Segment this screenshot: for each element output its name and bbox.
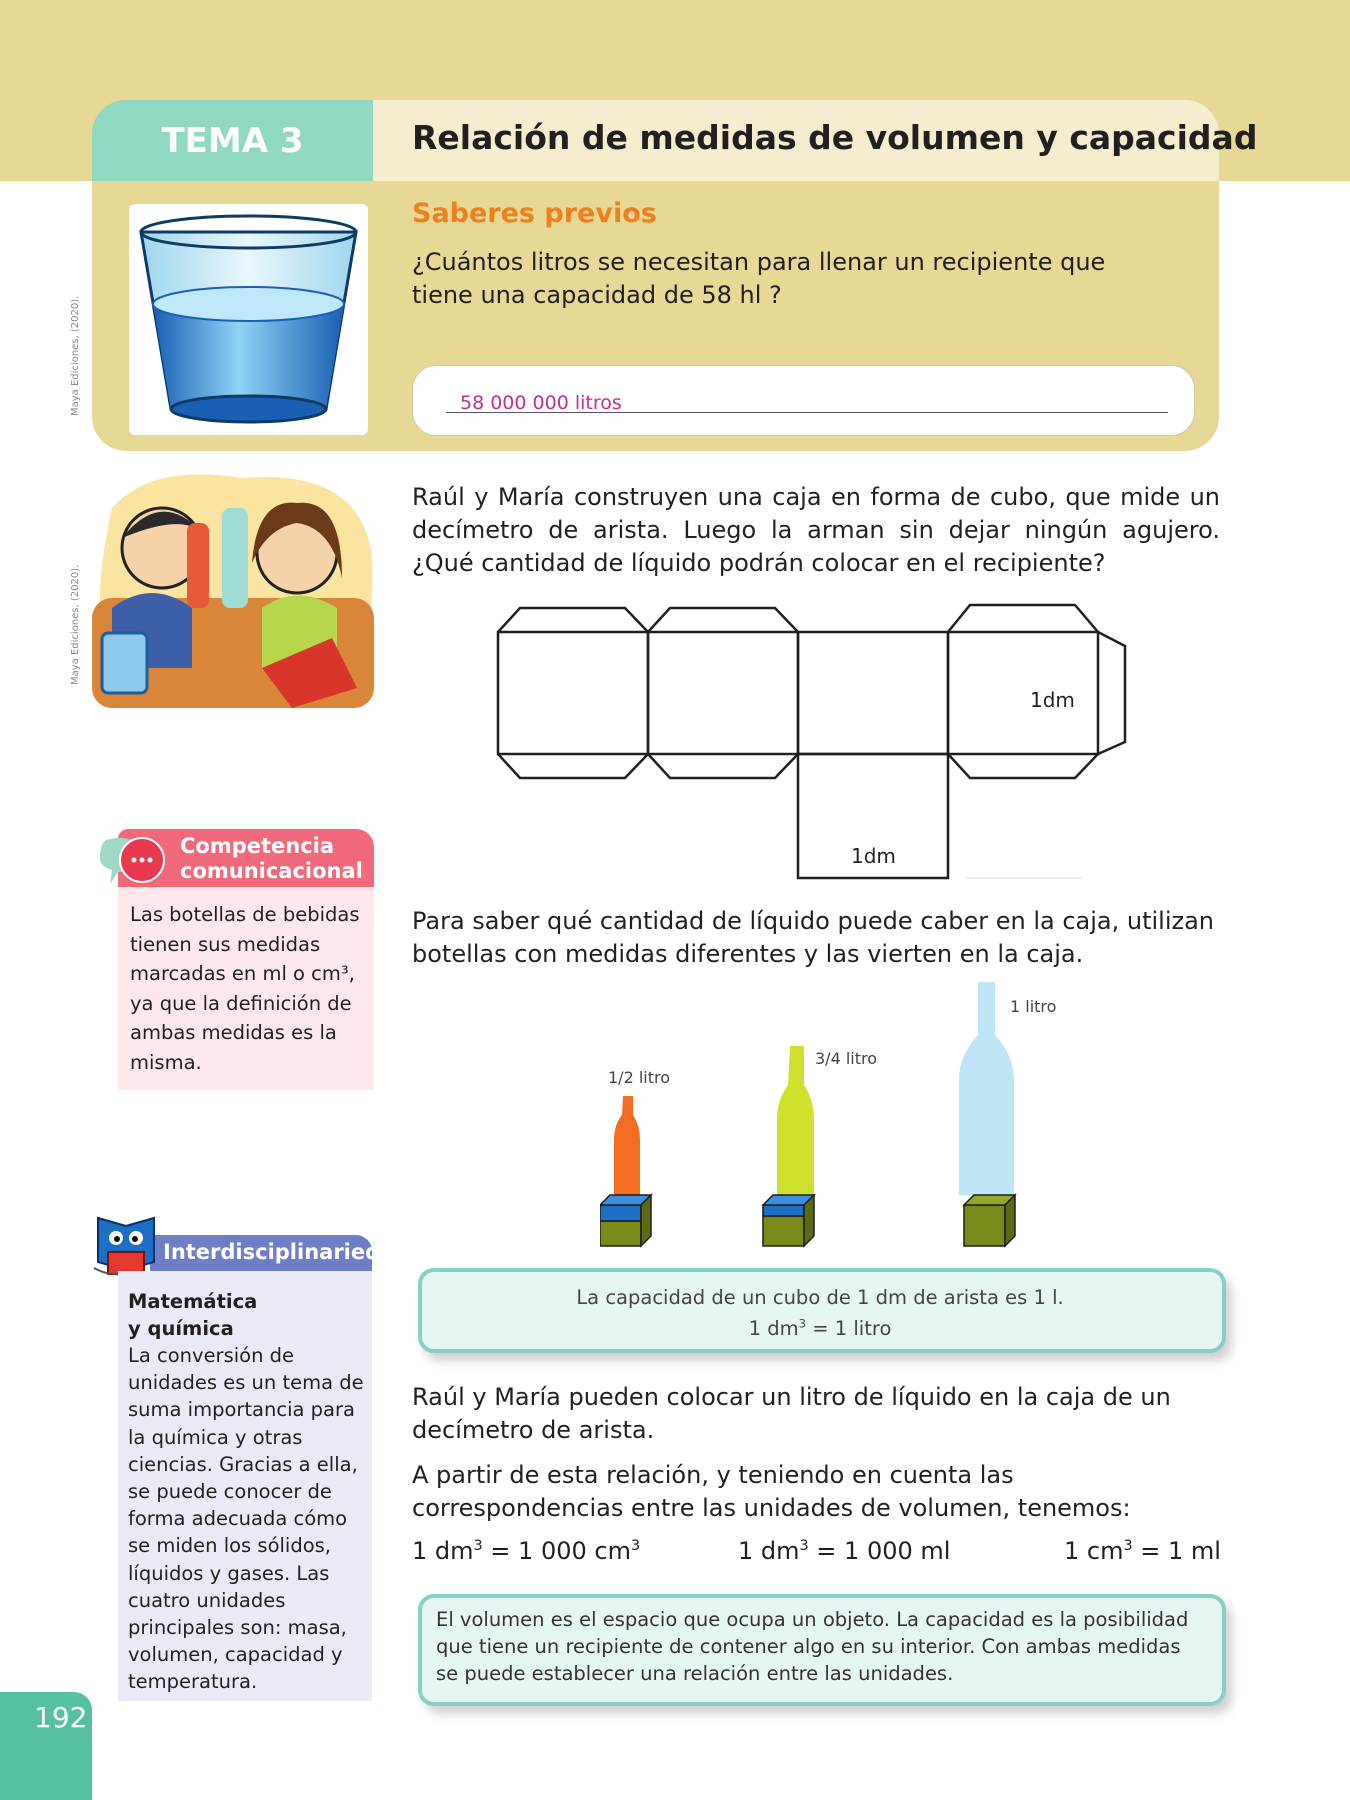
kids-illustration bbox=[92, 468, 374, 708]
interdisciplinariedad-subject: Matemática y química bbox=[128, 1290, 258, 1340]
bottle-label: 1/2 litro bbox=[608, 1068, 671, 1087]
competencia-body: Las botellas de bebidas tienen sus medidas marcadas en ml o cm³, ya que la definición de ambas medidas es la misma. bbox=[130, 903, 360, 1074]
cube-net-diagram bbox=[490, 600, 1135, 885]
interdisciplinariedad-body: La conversión de unidades es un tema de suma importancia para la química y otras ciencias. Gracias a ella, se puede conocer de forma adecuada cómo se miden los sólidos, líquidos y gases. Las cuatro unidades principales son: masa, volumen, capacidad y temperatura. bbox=[128, 1344, 364, 1694]
image-credit: Maya Ediciones, (2020). bbox=[70, 295, 81, 416]
edge-label-right: 1dm bbox=[1030, 688, 1075, 712]
three-quarter-liter-bottle-icon bbox=[777, 1046, 814, 1195]
competencia-title: Competencia comunicacional bbox=[180, 834, 363, 883]
edge-label-bottom: 1dm bbox=[851, 844, 896, 868]
relation-intro: A partir de esta relación, y teniendo en cuenta las correspondencias entre las unidades de volumen, tenemos: bbox=[412, 1461, 1131, 1522]
cube-icon bbox=[763, 1195, 814, 1246]
equivalence-item: 1 $dm^3 = 1$ 000 $cm^3$ bbox=[412, 1537, 641, 1565]
cube-icon bbox=[600, 1195, 651, 1246]
definition-callout-text: El volumen es el espacio que ocupa un objeto. La capacidad es la posibilidad que tiene un recipiente de contener algo en su interior. Con ambas medidas se puede establecer una relación entre las unidades. bbox=[436, 1608, 1189, 1685]
bottle-label: 1 litro bbox=[1010, 997, 1057, 1016]
glass-illustration bbox=[129, 204, 368, 435]
bottle-label: 3/4 litro bbox=[815, 1049, 878, 1068]
half-liter-bottle-icon bbox=[614, 1096, 640, 1195]
page-title: Relación de medidas de volumen y capacidad bbox=[412, 118, 1258, 157]
cube-icon bbox=[964, 1195, 1015, 1246]
problem-text: Raúl y María construyen una caja en forma de cubo, que mide un decímetro de arista. Luego la arman sin dejar ningún agujero. ¿Qué cantidad de líquido podrán colocar en el recipiente? bbox=[412, 483, 1220, 577]
one-liter-bottle-icon bbox=[959, 982, 1014, 1195]
conclusion-text: Raúl y María pueden colocar un litro de líquido en la caja de un decímetro de arista. bbox=[412, 1383, 1171, 1444]
water-glass-icon bbox=[129, 204, 368, 435]
equivalence-item: 1 $cm^3 = 1$ ml bbox=[1064, 1537, 1221, 1565]
interdisciplinariedad-title: Interdisciplinariedad bbox=[163, 1240, 410, 1264]
saberes-heading: Saberes previos bbox=[412, 198, 657, 229]
equivalence-item: 1 $dm^3 = 1$ 000 ml bbox=[738, 1537, 951, 1565]
bottles-text: Para saber qué cantidad de líquido puede caber en la caja, utilizan botellas con medidas diferentes y las vierten en la caja. bbox=[412, 907, 1214, 968]
bottles-illustration bbox=[600, 980, 1030, 1250]
saberes-question: ¿Cuántos litros se necesitan para llenar un recipiente que tiene una capacidad de 58 hl ? bbox=[412, 248, 1106, 309]
capacity-callout-text: La capacidad de un cubo de 1 dm de arista es 1 l. 1 $dm^3 = 1$ litro bbox=[576, 1286, 1064, 1340]
page-number: 192 bbox=[34, 1701, 88, 1734]
answer-text: 58 000 000 litros bbox=[460, 392, 622, 414]
image-credit: Maya Ediciones, (2020). bbox=[70, 564, 81, 685]
tema-label: TEMA 3 bbox=[92, 100, 373, 181]
